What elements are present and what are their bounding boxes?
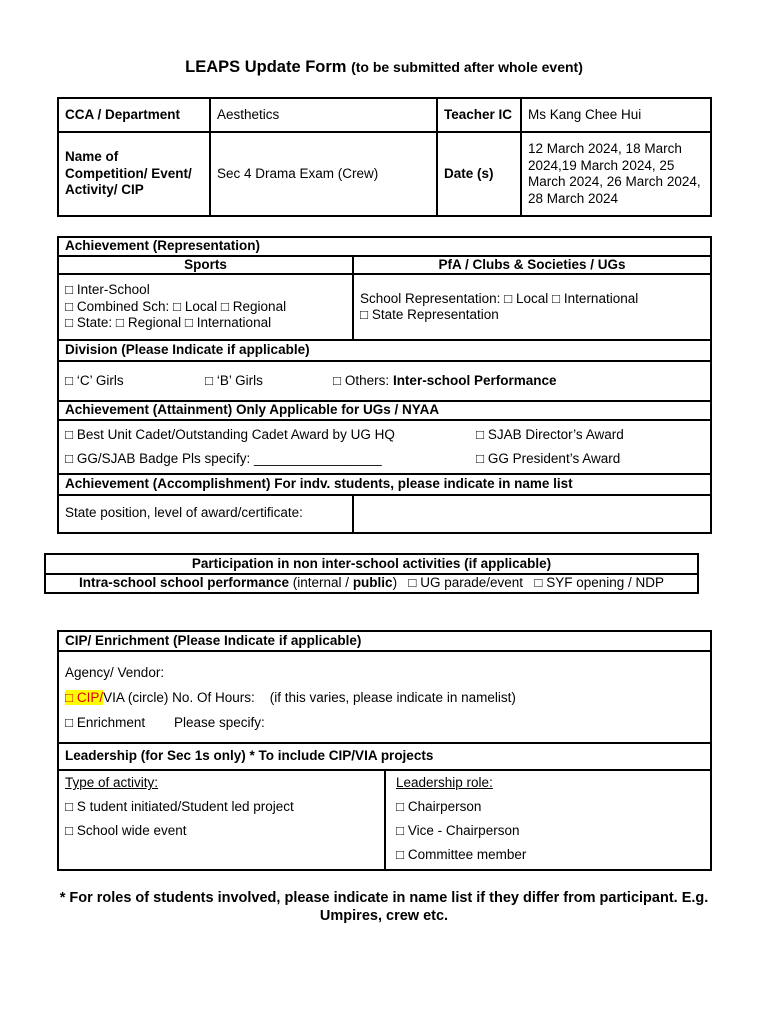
cip-body	[58, 651, 711, 743]
intra-school-option[interactable]	[79, 575, 397, 590]
cca-label: CCA / Department	[58, 98, 210, 132]
role-chairperson[interactable]: □ Chairperson	[396, 799, 482, 814]
pfa-option-school-rep[interactable]: School Representation: □ Local □ International	[360, 290, 639, 306]
division-header: Division (Please Indicate if applicable)	[58, 340, 711, 361]
info-table	[57, 97, 712, 217]
accomplishment-header: Achievement (Accomplishment) For indv. students, please indicate in name list	[58, 474, 711, 495]
leadership-header: Leadership (for Sec 1s only) * To include CIP/VIA projects	[58, 743, 711, 770]
activity-type-school-wide[interactable]: □ School wide event	[65, 823, 187, 838]
accomplishment-field[interactable]	[353, 495, 711, 533]
division-b-girls[interactable]: □ ‘B’ Girls	[205, 372, 263, 388]
activity-type-cell	[58, 770, 385, 870]
enrichment-checkbox[interactable]: □ Enrichment	[65, 714, 146, 730]
attainment-header: Achievement (Attainment) Only Applicable for UGs / NYAA	[58, 401, 711, 420]
cip-header: CIP/ Enrichment (Please Indicate if applicable)	[58, 631, 711, 651]
event-label: Name of Competition/ Event/ Activity/ CIP	[58, 132, 210, 216]
teacher-value: Ms Kang Chee Hui	[521, 98, 711, 132]
leadership-role-cell	[385, 770, 711, 870]
pfa-options	[353, 274, 711, 340]
division-others[interactable]	[333, 373, 556, 388]
sports-options	[58, 274, 353, 340]
division-others-prefix: □ Others:	[333, 372, 390, 388]
date-value: 12 March 2024, 18 March 2024,19 March 2024, 25 March 2024, 26 March 2024, 28 March 2024	[521, 132, 711, 216]
form-title-sub: (to be submitted after whole event)	[351, 59, 583, 75]
division-c-girls[interactable]: □ ‘C’ Girls	[65, 372, 124, 388]
intra-public: public	[352, 575, 393, 591]
attainment-badge[interactable]: □ GG/SJAB Badge Pls specify: _________________	[65, 450, 382, 466]
cip-via-line	[65, 685, 704, 710]
achievement-table	[57, 236, 712, 534]
participation-header: Participation in non inter-school activities (if applicable)	[45, 554, 698, 574]
intra-paren-close: )	[392, 575, 398, 591]
cca-value: Aesthetics	[210, 98, 437, 132]
leadership-role-label: Leadership role:	[396, 775, 493, 790]
role-vice-chairperson[interactable]: □ Vice - Chairperson	[396, 823, 520, 838]
participation-table	[44, 553, 699, 594]
footer-note: * For roles of students involved, please indicate in name list if they differ from participant. E.g. Umpires, crew etc.	[59, 890, 709, 924]
participation-options	[45, 574, 698, 593]
cip-table	[57, 630, 712, 871]
activity-type-student-led[interactable]: □ S tudent initiated/Student led project	[65, 799, 294, 814]
attainment-sjab-director[interactable]: □ SJAB Director’s Award	[476, 426, 624, 442]
accomplishment-label: State position, level of award/certificate:	[58, 495, 353, 533]
sports-option-inter-school[interactable]: □ Inter-School	[65, 282, 150, 298]
via-hours-label: VIA (circle) No. Of Hours:	[103, 689, 255, 705]
intra-school-label: Intra-school school performance	[78, 575, 289, 591]
sports-header: Sports	[58, 256, 353, 275]
attainment-options	[58, 420, 711, 474]
activity-type-label: Type of activity:	[65, 775, 159, 790]
syf-option[interactable]: □ SYF opening / NDP	[534, 575, 665, 591]
role-committee-member[interactable]: □ Committee member	[396, 847, 527, 862]
agency-vendor: Agency/ Vendor:	[65, 664, 165, 680]
cip-checkbox[interactable]: □ CIP/	[65, 689, 104, 705]
attainment-gg-president[interactable]: □ GG President’s Award	[476, 450, 621, 466]
pfa-option-state-rep[interactable]: □ State Representation	[360, 307, 499, 322]
teacher-label: Teacher IC	[437, 98, 521, 132]
sports-option-state[interactable]: □ State: □ Regional □ International	[65, 315, 272, 331]
sports-option-combined[interactable]: □ Combined Sch: □ Local □ Regional	[65, 298, 287, 314]
ug-parade-option[interactable]: □ UG parade/event	[408, 575, 524, 591]
attainment-best-unit[interactable]: □ Best Unit Cadet/Outstanding Cadet Award by UG HQ	[65, 426, 395, 442]
form-title-main: LEAPS Update Form	[185, 58, 347, 76]
enrichment-specify: Please specify:	[174, 714, 265, 730]
division-options	[58, 361, 711, 401]
event-value: Sec 4 Drama Exam (Crew)	[210, 132, 437, 216]
varies-note: (if this varies, please indicate in namelist)	[269, 689, 516, 705]
representation-header: Achievement (Representation)	[58, 237, 711, 256]
enrichment-line	[65, 710, 704, 735]
pfa-header: PfA / Clubs & Societies / UGs	[353, 256, 711, 275]
division-others-value: Inter-school Performance	[392, 372, 557, 388]
intra-internal: (internal /	[292, 575, 350, 591]
form-title	[0, 58, 768, 77]
date-label: Date (s)	[437, 132, 521, 216]
